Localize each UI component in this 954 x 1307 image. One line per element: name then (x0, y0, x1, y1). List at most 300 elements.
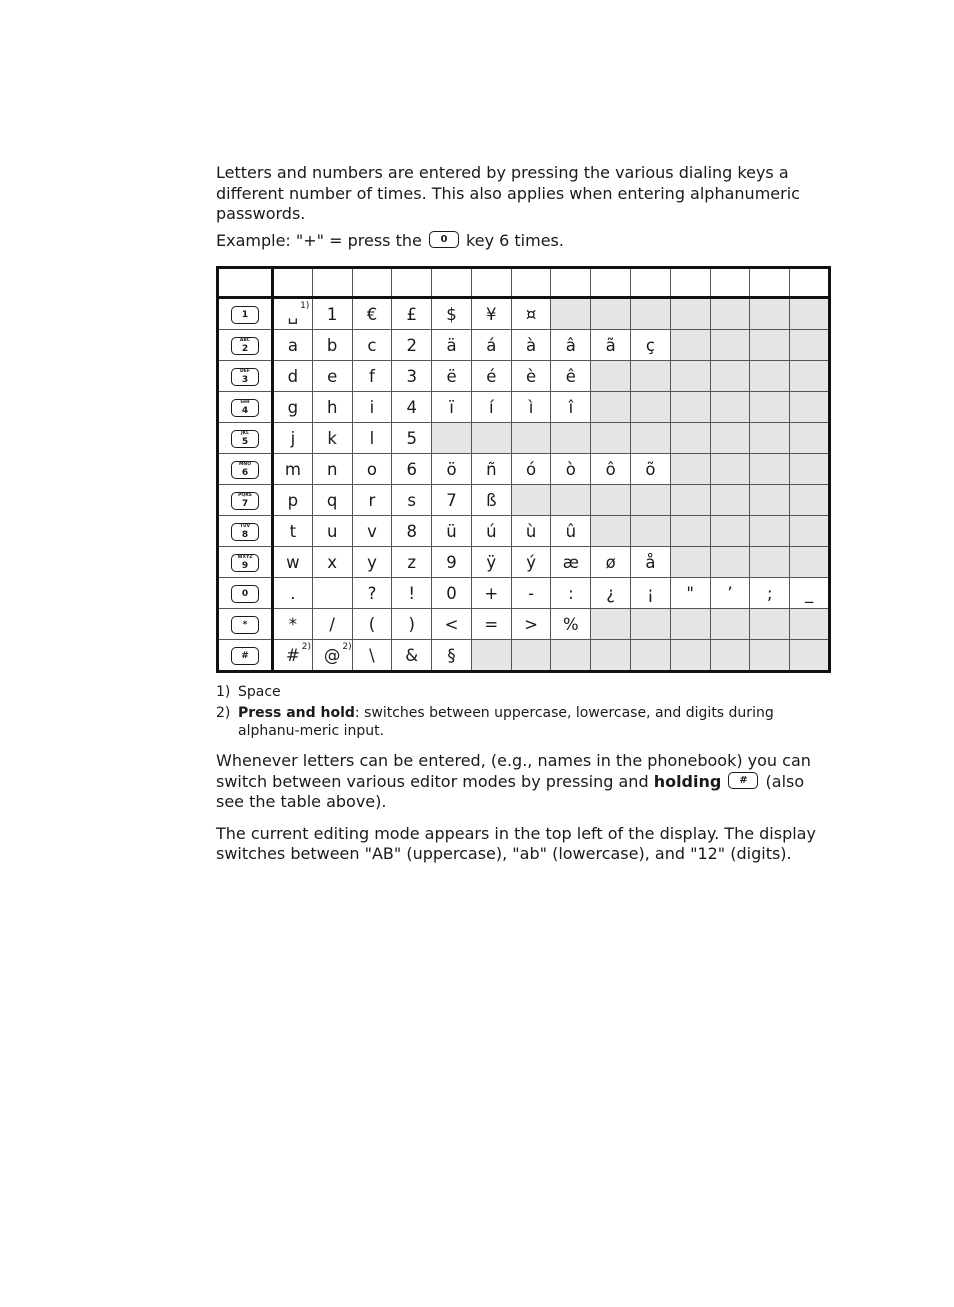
header-cell (273, 268, 313, 298)
empty-cell (710, 516, 750, 547)
footnote-1 (216, 683, 831, 701)
key-cell (218, 516, 273, 547)
key-cell (218, 361, 273, 392)
empty-cell (710, 609, 750, 640)
key-cell (218, 392, 273, 423)
empty-cell (790, 640, 830, 672)
char-value: a (287, 335, 298, 355)
char-value: 9 (446, 552, 457, 572)
char-value: < (444, 614, 459, 634)
empty-cell (790, 392, 830, 423)
empty-cell (790, 609, 830, 640)
char-value: ë (446, 366, 457, 386)
char-value: ? (367, 583, 377, 603)
char-cell (432, 609, 472, 640)
char-cell (511, 578, 551, 609)
key-digit: 2 (241, 343, 249, 354)
empty-cell (750, 516, 790, 547)
char-cell (511, 516, 551, 547)
key-digit: # (241, 650, 249, 661)
example-text-before: Example: "+" = press the (216, 230, 422, 250)
empty-cell (551, 485, 591, 516)
key-digit: * (242, 619, 248, 630)
key-#-icon (231, 647, 259, 665)
char-value: x (327, 552, 338, 572)
empty-cell (790, 330, 830, 361)
empty-cell (591, 361, 631, 392)
char-value: ý (526, 552, 536, 572)
char-cell (551, 547, 591, 578)
example-paragraph (216, 231, 831, 252)
char-cell (631, 547, 671, 578)
key-letters: PQRS (238, 492, 252, 498)
empty-cell (790, 547, 830, 578)
footnote-marker: 1) (300, 301, 310, 311)
char-cell (670, 578, 710, 609)
empty-cell (511, 640, 551, 672)
char-cell (273, 485, 313, 516)
empty-cell (710, 330, 750, 361)
empty-cell (750, 392, 790, 423)
empty-cell (670, 392, 710, 423)
header-cell (631, 268, 671, 298)
empty-cell (750, 609, 790, 640)
char-value: v (367, 521, 377, 541)
char-cell (352, 392, 392, 423)
char-cell (551, 361, 591, 392)
char-cell (352, 423, 392, 454)
empty-cell (750, 298, 790, 330)
char-cell (312, 423, 352, 454)
character-table (216, 266, 831, 673)
editor-modes-text-before: Whenever letters can be entered, (e.g., names in the phonebook) you can switch between various editor modes by pressing and (216, 751, 811, 791)
header-cell (710, 268, 750, 298)
empty-cell (790, 454, 830, 485)
header-cell (750, 268, 790, 298)
char-value: * (288, 614, 298, 634)
empty-cell (670, 485, 710, 516)
char-cell (392, 423, 432, 454)
char-value: = (484, 614, 499, 634)
char-value: ; (766, 583, 773, 603)
char-value: õ (645, 459, 656, 479)
char-value: æ (562, 552, 579, 572)
char-value: ì (528, 397, 534, 417)
char-value: - (528, 583, 535, 603)
char-cell (312, 609, 352, 640)
char-cell (471, 330, 511, 361)
empty-cell (670, 609, 710, 640)
char-cell (312, 298, 352, 330)
char-cell (352, 547, 392, 578)
char-cell (750, 578, 790, 609)
char-cell (471, 392, 511, 423)
char-cell (591, 330, 631, 361)
char-value: â (565, 335, 576, 355)
hash-key-icon (728, 772, 758, 789)
char-cell (591, 547, 631, 578)
char-cell (352, 609, 392, 640)
char-value: u (326, 521, 338, 541)
empty-cell (591, 392, 631, 423)
empty-cell (631, 392, 671, 423)
char-value: á (486, 335, 497, 355)
char-value: ¿ (606, 583, 616, 603)
char-cell (631, 578, 671, 609)
char-cell (273, 423, 313, 454)
char-value: e (327, 366, 338, 386)
footnote-text: Space (238, 684, 281, 700)
char-value: h (326, 397, 338, 417)
table-row (218, 516, 830, 547)
char-cell (710, 578, 750, 609)
char-value: 6 (406, 459, 417, 479)
char-cell (352, 516, 392, 547)
char-value: n (326, 459, 338, 479)
key-4-icon (231, 399, 259, 417)
key-letters: ABC (239, 337, 251, 343)
key-letters: DEF (240, 368, 250, 374)
zero-key-icon (429, 231, 459, 248)
char-cell (511, 609, 551, 640)
char-value: û (565, 521, 577, 541)
char-value: ! (408, 583, 416, 603)
empty-cell (631, 298, 671, 330)
char-cell (551, 609, 591, 640)
char-cell (511, 392, 551, 423)
empty-cell (670, 640, 710, 672)
char-value: ï (449, 397, 454, 417)
key-8-icon (231, 523, 259, 541)
empty-cell (750, 640, 790, 672)
key-3-icon (231, 368, 259, 386)
char-value: . (290, 583, 296, 603)
footnotes (216, 683, 831, 740)
char-cell (392, 298, 432, 330)
char-value: î (568, 397, 574, 417)
char-cell (471, 298, 511, 330)
char-cell (790, 578, 830, 609)
zero-key-label: 0 (440, 233, 448, 245)
char-value: " (686, 583, 694, 603)
char-cell (392, 330, 432, 361)
char-cell (511, 361, 551, 392)
char-value: à (526, 335, 537, 355)
char-value: ( (368, 614, 376, 634)
char-value: $ (446, 304, 457, 324)
char-cell (551, 392, 591, 423)
empty-cell (670, 330, 710, 361)
char-cell (273, 298, 313, 330)
char-cell (551, 578, 591, 609)
key-*-icon (231, 616, 259, 634)
key-1-icon (231, 306, 259, 324)
char-cell (273, 454, 313, 485)
header-cell (670, 268, 710, 298)
holding-bold: holding (653, 771, 722, 791)
footnote-text-wrap (238, 704, 831, 740)
footnote-number: 1) (216, 684, 231, 700)
empty-cell (750, 547, 790, 578)
empty-cell (710, 392, 750, 423)
char-value: ¡ (647, 583, 654, 603)
char-cell (471, 485, 511, 516)
empty-cell (631, 516, 671, 547)
char-cell (432, 454, 472, 485)
char-value: ) (408, 614, 415, 634)
key-letters: GHI (240, 399, 250, 405)
char-value: w (286, 552, 300, 572)
char-value: 7 (446, 490, 457, 510)
char-cell (432, 392, 472, 423)
char-cell (471, 609, 511, 640)
char-value: \ (369, 645, 375, 665)
char-value: q (326, 490, 338, 510)
empty-cell (670, 454, 710, 485)
char-cell (352, 485, 392, 516)
char-value: i (369, 397, 375, 417)
char-cell (312, 578, 352, 609)
char-cell (312, 640, 352, 672)
empty-cell (511, 423, 551, 454)
document-body (216, 163, 831, 865)
empty-cell (790, 516, 830, 547)
char-cell (511, 330, 551, 361)
char-value: ê (565, 366, 576, 386)
key-7-icon (231, 492, 259, 510)
char-value: £ (406, 304, 417, 324)
key-digit: 4 (241, 405, 249, 416)
char-cell (471, 516, 511, 547)
char-cell (551, 454, 591, 485)
key-digit: 5 (241, 436, 249, 447)
char-cell (392, 361, 432, 392)
char-value: l (369, 428, 375, 448)
empty-cell (551, 298, 591, 330)
key-cell (218, 547, 273, 578)
key-letters: JKL (240, 430, 250, 436)
header-cell (432, 268, 472, 298)
char-cell (273, 361, 313, 392)
key-cell (218, 423, 273, 454)
table-row (218, 578, 830, 609)
empty-cell (710, 423, 750, 454)
empty-cell (591, 298, 631, 330)
char-cell (511, 454, 551, 485)
char-value: ò (565, 459, 576, 479)
empty-cell (432, 423, 472, 454)
table-row (218, 298, 830, 330)
editor-modes-paragraph (216, 751, 831, 813)
header-cell (790, 268, 830, 298)
char-value: ¤ (525, 304, 537, 324)
empty-cell (790, 298, 830, 330)
char-cell (432, 485, 472, 516)
key-cell (218, 330, 273, 361)
char-value: ä (446, 335, 457, 355)
char-value: _ (804, 583, 814, 603)
key-6-icon (231, 461, 259, 479)
char-value: ó (526, 459, 537, 479)
char-value: t (289, 521, 297, 541)
footnote-text: : switches between uppercase, lowercase, and digits during alphanu-meric input. (238, 705, 774, 739)
char-value: ç (645, 335, 655, 355)
char-value: ö (446, 459, 457, 479)
char-cell (312, 330, 352, 361)
char-value: ÿ (486, 552, 497, 572)
char-value: f (369, 366, 375, 386)
empty-cell (710, 485, 750, 516)
header-cell (551, 268, 591, 298)
empty-cell (750, 423, 790, 454)
char-cell (432, 640, 472, 672)
editor-modes-text-after: (also see the table above). (216, 771, 805, 811)
char-value: j (290, 428, 296, 448)
table-row (218, 547, 830, 578)
key-digit: 1 (241, 309, 249, 320)
key-digit: 8 (241, 529, 249, 540)
char-cell (392, 609, 432, 640)
char-value: s (407, 490, 417, 510)
char-value: 4 (406, 397, 417, 417)
key-letters: MNO (238, 461, 252, 467)
header-cell (218, 268, 273, 298)
char-value: 5 (406, 428, 417, 448)
key-digit: 3 (241, 374, 249, 385)
empty-cell (591, 609, 631, 640)
header-cell (312, 268, 352, 298)
char-value: m (284, 459, 301, 479)
char-value: å (645, 552, 656, 572)
table-header-row (218, 268, 830, 298)
key-cell (218, 454, 273, 485)
char-value: ’ (727, 583, 733, 603)
key-letters: TUV (239, 523, 251, 529)
char-cell (273, 516, 313, 547)
table-row (218, 361, 830, 392)
char-value: y (367, 552, 377, 572)
char-value: > (524, 614, 538, 634)
key-digit: 9 (241, 560, 249, 571)
char-value: % (563, 614, 579, 634)
empty-cell (670, 547, 710, 578)
key-9-icon (231, 554, 259, 572)
char-cell (631, 330, 671, 361)
hash-key-label: # (739, 774, 748, 786)
char-value: r (368, 490, 376, 510)
empty-cell (551, 640, 591, 672)
key-5-icon (231, 430, 259, 448)
table-row (218, 423, 830, 454)
key-cell (218, 609, 273, 640)
empty-cell (750, 454, 790, 485)
empty-cell (511, 485, 551, 516)
char-cell (392, 454, 432, 485)
char-cell (591, 454, 631, 485)
char-cell (432, 361, 472, 392)
char-value: € (366, 304, 378, 324)
char-value: & (405, 645, 419, 665)
char-cell (352, 454, 392, 485)
char-cell (432, 298, 472, 330)
empty-cell (710, 454, 750, 485)
empty-cell (750, 485, 790, 516)
char-cell (273, 392, 313, 423)
table-row (218, 640, 830, 672)
empty-cell (471, 423, 511, 454)
char-cell (273, 330, 313, 361)
char-cell (392, 640, 432, 672)
char-value: ␣ (287, 304, 299, 324)
key-cell (218, 298, 273, 330)
empty-cell (670, 298, 710, 330)
empty-cell (790, 423, 830, 454)
header-cell (591, 268, 631, 298)
char-cell (511, 298, 551, 330)
table-row (218, 392, 830, 423)
char-cell (432, 578, 472, 609)
key-letters: WXYZ (237, 554, 253, 560)
char-cell (511, 547, 551, 578)
char-value: c (367, 335, 377, 355)
char-cell (273, 578, 313, 609)
char-value: : (568, 583, 574, 603)
char-cell (432, 516, 472, 547)
empty-cell (631, 485, 671, 516)
char-cell (392, 578, 432, 609)
footnote-number: 2) (216, 705, 231, 721)
empty-cell (631, 361, 671, 392)
table-row (218, 454, 830, 485)
empty-cell (710, 640, 750, 672)
header-cell (352, 268, 392, 298)
editing-mode-paragraph: The current editing mode appears in the top left of the display. The display switches between "AB" (uppercase), "ab" (lowercase), and "12" (digits). (216, 823, 816, 863)
empty-cell (710, 298, 750, 330)
empty-cell (750, 361, 790, 392)
char-value: ¥ (486, 304, 497, 324)
char-cell (432, 330, 472, 361)
key-cell (218, 578, 273, 609)
empty-cell (710, 361, 750, 392)
key-cell (218, 485, 273, 516)
empty-cell (670, 423, 710, 454)
empty-cell (670, 361, 710, 392)
table-row (218, 609, 830, 640)
char-cell (392, 392, 432, 423)
char-cell (352, 361, 392, 392)
char-value: ñ (486, 459, 497, 479)
char-value: z (407, 552, 417, 572)
char-value: 3 (406, 366, 417, 386)
empty-cell (631, 423, 671, 454)
char-cell (432, 547, 472, 578)
char-value: ø (605, 552, 616, 572)
char-cell (591, 578, 631, 609)
char-cell (352, 578, 392, 609)
footnote-marker: 2) (301, 642, 312, 652)
header-cell (392, 268, 432, 298)
intro-paragraph: Letters and numbers are entered by pressing the various dialing keys a different number of times. This also applies when entering alphanumeric passwords. (216, 163, 800, 223)
char-value: ã (605, 335, 616, 355)
char-value: ü (446, 521, 457, 541)
char-value: ú (486, 521, 497, 541)
key-0-icon (231, 585, 259, 603)
char-value: 2 (406, 335, 417, 355)
key-digit: 0 (241, 588, 249, 599)
char-value: d (287, 366, 299, 386)
footnote-2 (216, 704, 831, 740)
char-value: ß (486, 490, 497, 510)
